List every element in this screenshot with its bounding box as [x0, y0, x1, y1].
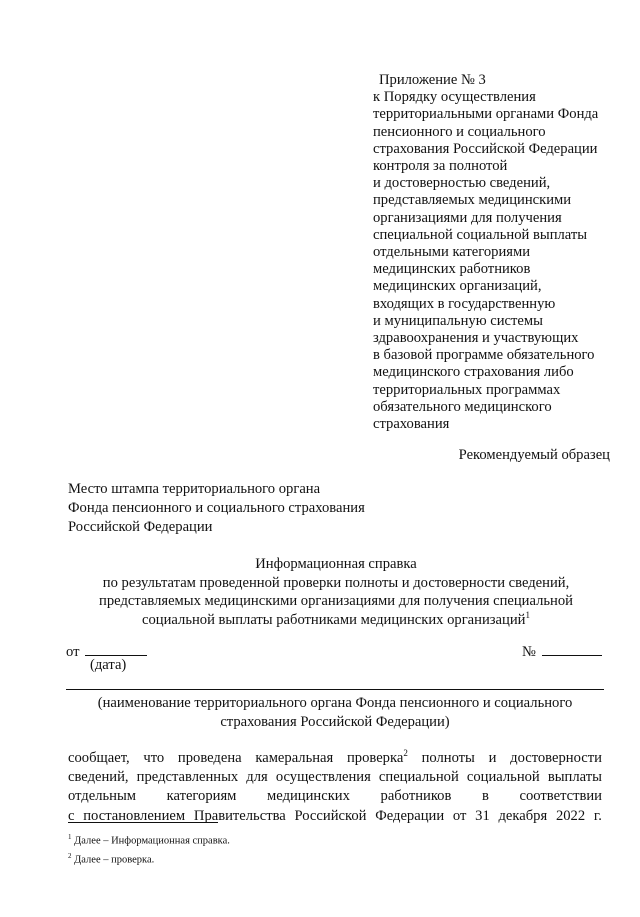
appendix-title: Приложение № 3	[379, 72, 486, 88]
appendix-line: контроля за полнотой	[373, 158, 508, 175]
word: полноты	[421, 750, 475, 766]
word: от	[452, 807, 467, 824]
footnote	[68, 849, 230, 868]
word: сведений,	[68, 769, 129, 786]
word: сообщает,	[68, 750, 130, 766]
word: категориям	[166, 788, 237, 805]
body-line	[68, 749, 602, 768]
word: проведена	[177, 750, 242, 766]
word: достоверности	[510, 750, 602, 766]
word: осуществления	[275, 769, 371, 786]
title-line: представляемых медицинскими организациями для получения специальной	[99, 593, 573, 610]
word: Правительства	[193, 807, 286, 824]
word: выплаты	[547, 769, 602, 786]
appendix-line: обязательного медицинского	[373, 398, 552, 415]
stamp-line: Место штампа территориального органа	[68, 481, 321, 497]
date-blank[interactable]	[85, 642, 147, 656]
title-line-with-ref	[66, 611, 606, 630]
word: соответствии	[519, 788, 602, 805]
word: в	[482, 788, 489, 805]
stamp-line: Российской Федерации	[68, 519, 213, 535]
stamp-placeholder	[68, 480, 365, 537]
body-line	[68, 768, 602, 787]
appendix-line: страхования Российской Федерации	[373, 140, 598, 157]
from-label: от	[66, 644, 80, 660]
body-paragraph	[68, 749, 602, 826]
word: Федерации	[375, 807, 445, 824]
organization-name-blank[interactable]	[66, 689, 604, 690]
title-line: Информационная справка	[255, 556, 417, 572]
word: постановлением	[83, 807, 186, 824]
appendix-line: медицинского страхования либо	[373, 364, 574, 381]
word: с	[68, 807, 75, 824]
word: работников	[380, 788, 452, 805]
word: и	[488, 750, 497, 766]
footnote-number: 2	[68, 851, 72, 860]
title-line: по результатам проведенной проверки полноты и достоверности сведений,	[102, 574, 570, 591]
appendix-line: организациями для получения	[373, 209, 562, 226]
footnote-text: Далее – проверка.	[74, 854, 155, 865]
word: представленных	[136, 769, 239, 786]
appendix-line: отдельными категориями	[373, 244, 531, 261]
appendix-line: медицинских работников	[373, 261, 531, 278]
title-line: социальной выплаты работниками медицинских организаций	[142, 611, 526, 628]
appendix-line: территориальными органами Фонда	[373, 106, 599, 123]
footnote-number: 1	[68, 833, 72, 841]
appendix-line: представляемых медицинскими	[373, 192, 572, 209]
appendix-line: к Порядку осуществления	[373, 89, 536, 106]
body-line	[68, 787, 602, 806]
document-title	[66, 555, 606, 629]
org-caption-line: (наименование территориального органа Фонда пенсионного и социального	[97, 695, 573, 711]
word: отдельным	[68, 788, 136, 805]
appendix-line: медицинских организаций,	[373, 278, 542, 295]
number-field	[522, 642, 602, 661]
footnote	[68, 830, 230, 849]
appendix-line: страхования	[373, 416, 450, 433]
appendix-line: здравоохранения и участвующих	[373, 330, 579, 347]
stamp-line: Фонда пенсионного и социального страхования	[68, 500, 365, 516]
word: г.	[593, 807, 602, 824]
footnote-text: Далее – Информационная справка.	[74, 835, 230, 847]
appendix-block	[373, 72, 635, 433]
footnote-ref: 1	[525, 609, 530, 620]
word: социальной	[466, 769, 540, 786]
word: проверка	[346, 750, 404, 766]
word: камеральная	[255, 750, 334, 766]
word: декабря	[498, 807, 548, 824]
org-caption-line: страхования Российской Федерации)	[220, 714, 450, 730]
footnote-divider	[68, 822, 218, 823]
recommended-sample-label: Рекомендуемый образец	[458, 447, 610, 463]
appendix-line: входящих в государственную	[373, 295, 556, 312]
appendix-line: территориальных программах	[373, 381, 561, 398]
organization-caption	[66, 694, 604, 732]
appendix-line: и достоверностью сведений,	[373, 175, 551, 192]
word: Российской	[294, 807, 367, 824]
appendix-line: и муниципальную системы	[373, 312, 543, 329]
word: 2022	[555, 807, 586, 824]
appendix-line: специальной социальной выплаты	[373, 226, 588, 243]
word: медицинских	[267, 788, 350, 805]
word: специальной	[378, 769, 459, 786]
number-label: №	[522, 644, 536, 660]
date-caption: (дата)	[90, 657, 127, 673]
appendix-line: в базовой программе обязательного	[373, 347, 595, 364]
number-blank[interactable]	[542, 642, 602, 656]
word: что	[143, 750, 165, 766]
footnote-ref: 2	[403, 748, 408, 759]
appendix-line: пенсионного и социального	[373, 123, 546, 140]
word: для	[246, 769, 268, 786]
footnotes	[68, 830, 230, 867]
word-with-ref	[347, 749, 408, 768]
word: 31	[475, 807, 490, 824]
